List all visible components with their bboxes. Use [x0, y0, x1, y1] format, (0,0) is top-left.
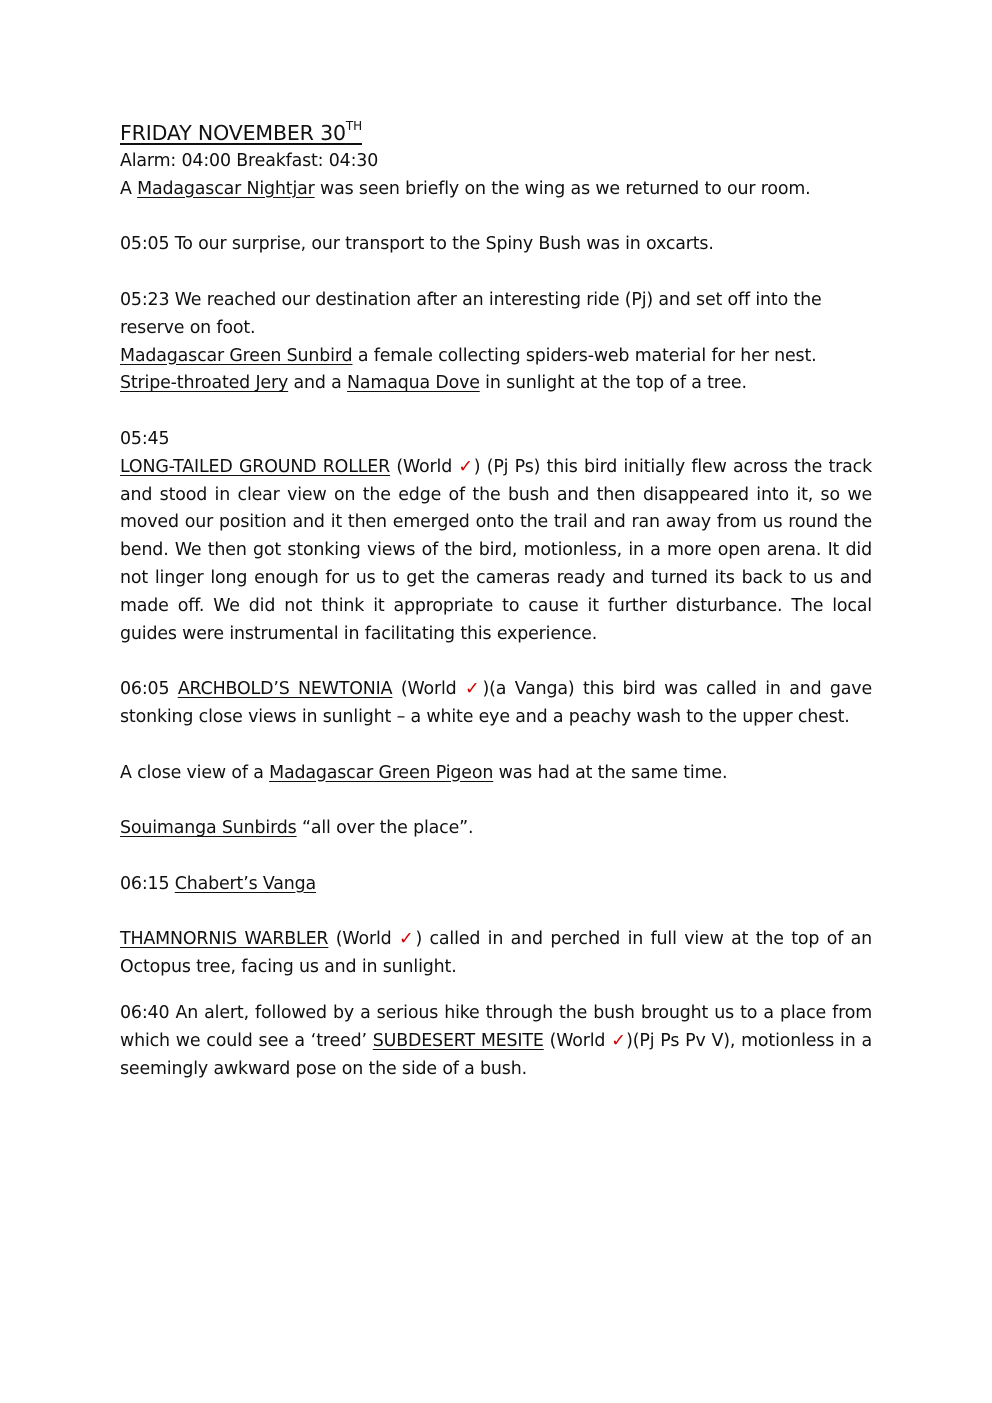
text-run: ) called in and perched in full view at the top of an Octopus tree, facing us and in sunlight.: [120, 929, 872, 978]
bird-name: Madagascar Green Sunbird: [120, 345, 353, 366]
title-superscript: TH: [345, 119, 362, 134]
paragraph-chaberts-vanga: [120, 871, 872, 899]
paragraph-green-sunbird: [120, 343, 872, 371]
paragraph-thamnornis: [120, 926, 872, 982]
bird-name: THAMNORNIS WARBLER: [120, 929, 329, 950]
diary-entry: [120, 118, 872, 1083]
spacer: [120, 204, 872, 232]
text-run: (World: [328, 929, 399, 950]
spacer: [120, 787, 872, 815]
text-run: A: [120, 178, 138, 199]
text-run: ) (Pj Ps) this bird initially flew across the track and stood in clear view on the edge of the bush and then disappeared into it, so we moved our position and it then emerged onto the trail and ran away from us round the bend. We then got stonking views of the bird, motionless, in a more open arena. It did not linger long enough for us to get the cameras ready and turned its back to us and made off. We did not think it appropriate to cause it further disturbance. The local guides were instrumental in facilitating this experience.: [120, 456, 873, 644]
paragraph-oxcarts: 05:05 To our surprise, our transport to the Spiny Bush was in oxcarts.: [120, 234, 714, 255]
paragraph-mesite: [120, 1000, 872, 1083]
text-run: was seen briefly on the wing as we returned to our room.: [314, 178, 811, 199]
bird-name: Namaqua Dove: [347, 373, 480, 394]
text-run: 06:40 An alert, followed by a serious hike through the bush brought us to a place from which we could see a ‘treed’: [120, 1002, 872, 1051]
paragraph-souimanga: [120, 815, 872, 843]
time-0545: 05:45: [120, 428, 170, 449]
text-run: was had at the same time.: [493, 762, 728, 783]
paragraph-destination: 05:23 We reached our destination after an interesting ride (Pj) and set off into the reserve on foot.: [120, 289, 822, 338]
paragraph-green-pigeon: [120, 760, 872, 788]
paragraph-ground-roller: [120, 454, 872, 649]
checkmark-icon: ✓: [611, 1030, 627, 1051]
text-run: A close view of a: [120, 762, 270, 783]
bird-name: LONG-TAILED GROUND ROLLER: [120, 456, 391, 477]
spacer: [120, 648, 872, 676]
spacer: [120, 259, 872, 287]
paragraph-nightjar: [120, 176, 872, 204]
alarm-line: Alarm: 04:00 Breakfast: 04:30: [120, 151, 379, 171]
text-run: (World: [543, 1030, 612, 1051]
text-run: )(Pj Ps Pv V), motionless in a seemingly awkward pose on the side of a bush.: [120, 1030, 873, 1079]
bird-name: Souimanga Sunbirds: [120, 818, 297, 839]
title-text: FRIDAY NOVEMBER 30: [120, 121, 346, 145]
spacer: [120, 398, 872, 426]
page-title: [120, 118, 872, 148]
text-run: )(a Vanga) this bird was called in and gave stonking close views in sunlight – a white eye and a peachy wash to the upper chest.: [120, 679, 872, 727]
bird-name: ARCHBOLD’S NEWTONIA: [177, 679, 393, 700]
text-run: 06:15: [120, 873, 175, 894]
text-run: “all over the place”.: [296, 818, 474, 839]
paragraph-jery-dove: [120, 370, 872, 398]
text-run: a female collecting spiders-web material for her nest.: [352, 345, 817, 366]
bird-name: Madagascar Nightjar: [137, 178, 315, 199]
checkmark-icon: ✓: [465, 679, 483, 700]
text-run: in sunlight at the top of a tree.: [479, 373, 747, 394]
spacer: [120, 982, 872, 1000]
paragraph-newtonia: [120, 676, 872, 732]
bird-name: Chabert’s Vanga: [174, 873, 317, 894]
text-run: (World: [392, 679, 465, 700]
text-run: and a: [288, 373, 348, 394]
checkmark-icon: ✓: [458, 456, 474, 477]
text-run: 06:05: [120, 679, 178, 700]
spacer: [120, 843, 872, 871]
spacer: [120, 732, 872, 760]
checkmark-icon: ✓: [398, 929, 416, 950]
bird-name: Madagascar Green Pigeon: [269, 762, 494, 783]
bird-name: SUBDESERT MESITE: [372, 1030, 544, 1051]
spacer: [120, 899, 872, 927]
bird-name: Stripe-throated Jery: [120, 373, 289, 394]
text-run: (World: [390, 456, 459, 477]
